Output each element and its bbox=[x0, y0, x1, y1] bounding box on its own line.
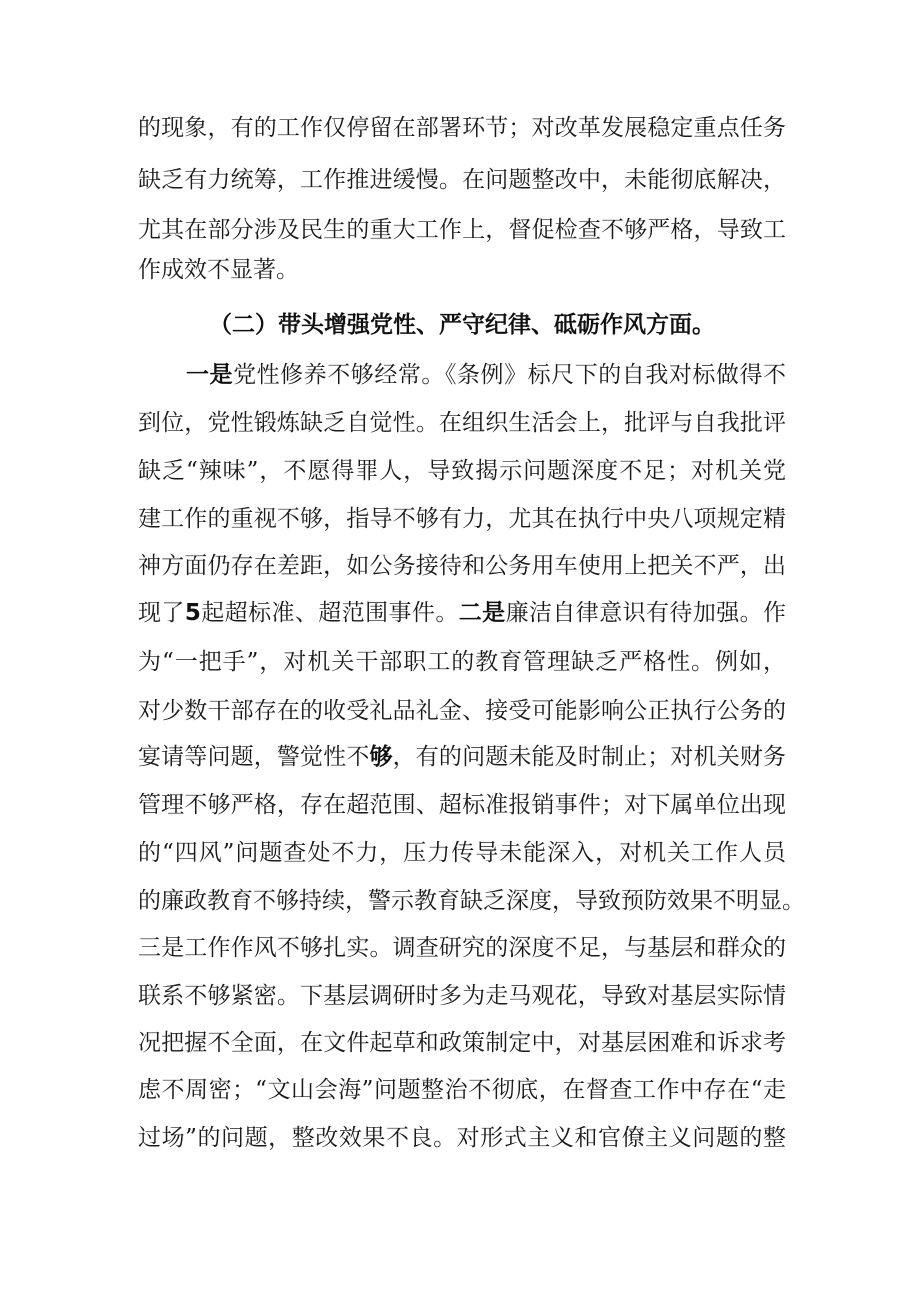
emphasis-label: 一是 bbox=[186, 362, 234, 388]
text-line: 联系不够紧密。下基层调研时多为走马观花，导致对基层实际情 bbox=[138, 983, 786, 1009]
text-line: 尤其在部分涉及民生的重大工作上，督促检查不够严格，导致工 bbox=[138, 217, 786, 243]
text-line: 三是工作作风不够扎实。调查研究的深度不足，与基层和群众的 bbox=[138, 935, 786, 961]
text-run: 党性修养不够经常。《条例》标尺下的自我对标做得不 bbox=[233, 362, 787, 388]
text-line: 的现象，有的工作仅停留在部署环节；对改革发展稳定重点任务 bbox=[138, 115, 786, 141]
text-line: 对少数干部存在的收受礼品礼金、接受可能影响公正执行公务的 bbox=[138, 698, 786, 724]
text-line: 的廉政教育不够持续，警示教育缺乏深度，导致预防效果不明显。 bbox=[138, 888, 805, 914]
number-highlight: 5 bbox=[184, 600, 201, 626]
text-line: 缺乏有力统筹，工作推进缓慢。在问题整改中，未能彻底解决， bbox=[138, 167, 786, 193]
text-run: 现了 bbox=[138, 600, 185, 626]
text-run: 廉洁自律意识有待加强。作 bbox=[505, 600, 787, 626]
emphasis-label: 二是 bbox=[458, 600, 506, 626]
text-line bbox=[138, 590, 786, 636]
text-line: 建工作的重视不够，指导不够有力，尤其在执行中央八项规定精 bbox=[138, 506, 786, 532]
text-line: 虑不周密；“文山会海”问题整治不彻底，在督查工作中存在“走 bbox=[138, 1077, 786, 1103]
text-line bbox=[138, 734, 786, 780]
text-line: 况把握不全面，在文件起草和政策制定中，对基层困难和诉求考 bbox=[138, 1030, 786, 1056]
text-line bbox=[186, 352, 786, 398]
section-heading: （二）带头增强党性、严守纪律、砥砺作风方面。 bbox=[209, 312, 715, 338]
text-line: 作成效不显著。 bbox=[138, 257, 299, 283]
text-run: ，有的问题未能及时制止；对机关财务 bbox=[392, 744, 787, 770]
text-line: 管理不够严格，存在超范围、超标准报销事件；对下属单位出现 bbox=[138, 792, 786, 818]
text-line: 到位，党性锻炼缺乏自觉性。在组织生活会上，批评与自我批评 bbox=[138, 410, 786, 436]
text-line: 神方面仍存在差距，如公务接待和公务用车使用上把关不严，出 bbox=[138, 553, 786, 579]
text-line: 过场”的问题，整改效果不良。对形式主义和官僚主义问题的整 bbox=[138, 1125, 786, 1151]
text-run: 起超标准、超范围事件。 bbox=[200, 600, 459, 626]
emphasis-char: 够 bbox=[369, 744, 393, 770]
text-run: 宴请等问题，警觉性不 bbox=[138, 744, 370, 770]
text-line: 缺乏“辣味”，不愿得罪人，导致揭示问题深度不足；对机关党 bbox=[138, 458, 786, 484]
text-line: 为“一把手”，对机关干部职工的教育管理缺乏严格性。例如， bbox=[138, 649, 786, 675]
text-line: 的“四风”问题查处不力，压力传导未能深入，对机关工作人员 bbox=[138, 840, 786, 866]
